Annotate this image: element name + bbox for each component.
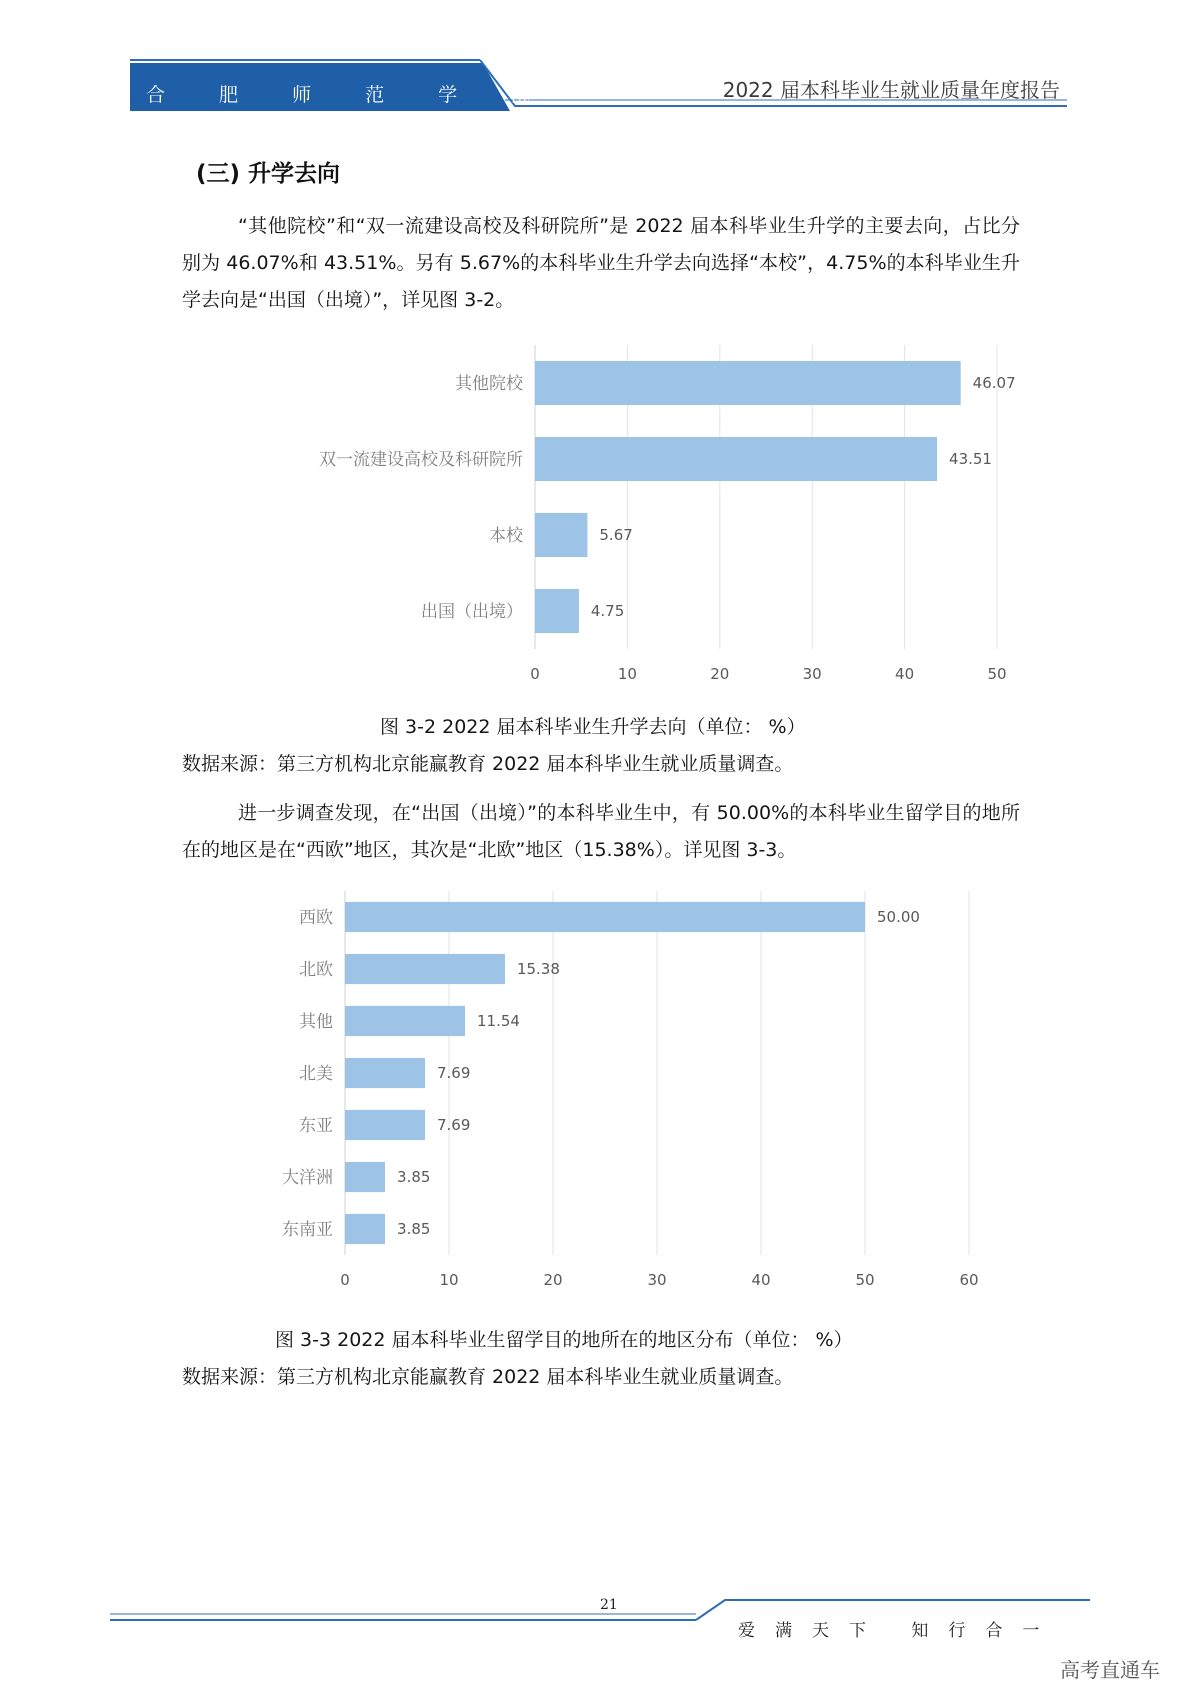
- bar: [345, 1162, 385, 1192]
- bar: [345, 954, 505, 984]
- data-label: 7.69: [436, 1064, 471, 1082]
- bar: [345, 1214, 385, 1244]
- category-label: 其他院校: [455, 374, 523, 394]
- tick-label: 30: [802, 665, 822, 683]
- category-label: 本校: [489, 526, 523, 546]
- watermark: 高考直通车: [1060, 1658, 1160, 1682]
- data-label: 15.38: [516, 960, 560, 978]
- data-source-2: 数据来源：第三方机构北京能赢教育 2022 届本科毕业生就业质量调查。: [182, 1366, 794, 1388]
- tick-label: 20: [710, 665, 730, 683]
- bar: [535, 437, 937, 481]
- tick-label: 50: [987, 665, 1007, 683]
- bar: [345, 1058, 425, 1088]
- data-label: 7.69: [436, 1116, 471, 1134]
- chart-further-study: [0, 340, 1190, 685]
- page-number: 21: [600, 1597, 618, 1613]
- tick-label: 0: [530, 665, 540, 683]
- category-label: 西欧: [299, 908, 333, 928]
- section-title: (三) 升学去向: [196, 161, 341, 187]
- category-label: 双一流建设高校及科研院所: [319, 450, 523, 470]
- category-label: 东南亚: [282, 1220, 333, 1240]
- figure-3-2-caption: 图 3-2 2022 届本科毕业生升学去向（单位： %）: [380, 716, 806, 738]
- tick-label: 10: [617, 665, 637, 683]
- tick-label: 40: [751, 1271, 771, 1289]
- bar: [535, 361, 961, 405]
- data-source-1: 数据来源：第三方机构北京能赢教育 2022 届本科毕业生就业质量调查。: [182, 753, 794, 775]
- data-label: 50.00: [877, 908, 920, 926]
- bar: [345, 1110, 425, 1140]
- category-label: 大洋洲: [282, 1168, 333, 1188]
- data-label: 4.75: [590, 602, 625, 620]
- footer-motto: 爱满天下 知行合一: [738, 1621, 1060, 1641]
- chart-study-abroad-regions: [0, 885, 1190, 1305]
- data-label: 43.51: [949, 450, 992, 468]
- tick-label: 30: [647, 1271, 667, 1289]
- category-label: 北美: [299, 1064, 333, 1084]
- tick-label: 60: [959, 1271, 979, 1289]
- bar: [345, 1006, 465, 1036]
- tick-label: 40: [895, 665, 915, 683]
- paragraph-2: 进一步调查发现，在“出国（出境）”的本科毕业生中，有 50.00%的本科毕业生留学目的地所在的地区是在“西欧”地区，其次是“北欧”地区（15.38%）。详见图 3-3。: [182, 802, 1020, 861]
- bar: [535, 589, 579, 633]
- data-label: 46.07: [972, 374, 1016, 392]
- tick-label: 20: [543, 1271, 563, 1289]
- tick-label: 10: [439, 1271, 459, 1289]
- category-label: 北欧: [299, 960, 333, 980]
- report-title: 2022 届本科毕业生就业质量年度报告: [722, 78, 1060, 102]
- data-label: 3.85: [397, 1220, 431, 1238]
- data-label: 11.54: [477, 1012, 520, 1030]
- school-name: 合 肥 师 范 学 院: [146, 84, 555, 106]
- figure-3-3-caption: 图 3-3 2022 届本科毕业生留学目的地所在的地区分布（单位： %）: [275, 1329, 853, 1351]
- tick-label: 50: [855, 1271, 875, 1289]
- category-label: 东亚: [299, 1116, 333, 1136]
- data-label: 5.67: [599, 526, 633, 544]
- category-label: 出国（出境）: [421, 602, 523, 622]
- tick-label: 0: [340, 1271, 350, 1289]
- bar: [345, 902, 865, 932]
- bar: [535, 513, 587, 557]
- paragraph-1: “其他院校”和“双一流建设高校及科研院所”是 2022 届本科毕业生升学的主要去向，占比分别为 46.07%和 43.51%。另有 5.67%的本科毕业生升学去向选择“本校”，4.75%的本科毕业生升学去向是“出国（出境）”，详见图 3-2。: [182, 215, 1020, 311]
- data-label: 3.85: [397, 1168, 431, 1186]
- category-label: 其他: [299, 1012, 333, 1032]
